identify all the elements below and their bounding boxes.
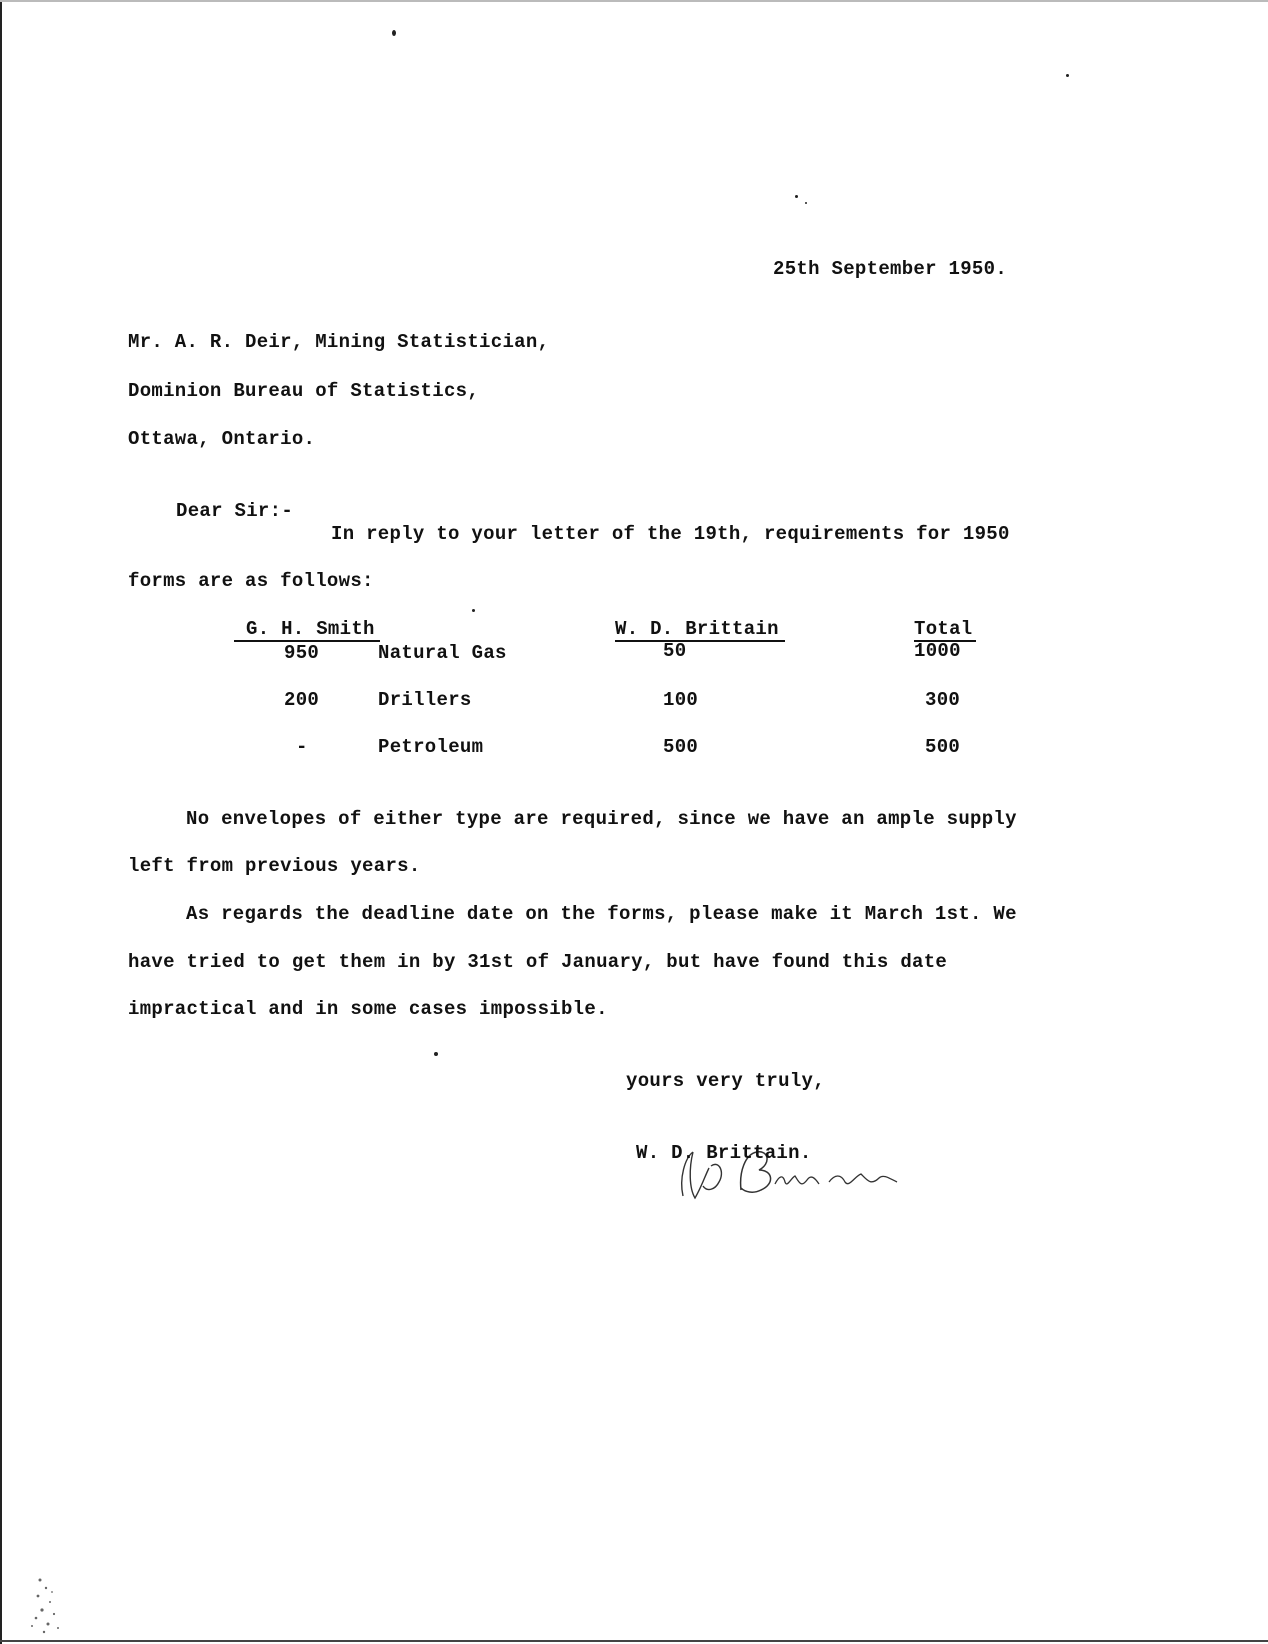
speck	[472, 609, 475, 612]
letter-date: 25th September 1950.	[773, 258, 1008, 280]
table-cell-smith: 950	[284, 642, 320, 664]
table-cell-total: 1000	[914, 640, 961, 662]
signatory: W. D. Brittain.	[636, 1142, 812, 1164]
scan-smudge	[20, 1540, 80, 1640]
table-cell-total: 500	[925, 736, 961, 758]
table-cell-form: Natural Gas	[378, 642, 507, 664]
header-underline-brittain	[615, 640, 785, 642]
page-left-edge	[0, 0, 2, 1644]
table-cell-brittain: 500	[663, 736, 699, 758]
intro-line-1: In reply to your letter of the 19th, requirements for 1950	[331, 523, 1010, 545]
para1-line-2: left from previous years.	[128, 855, 421, 877]
speck	[392, 30, 396, 36]
recipient-line-3: Ottawa, Ontario.	[128, 428, 316, 450]
recipient-line-2: Dominion Bureau of Statistics,	[128, 380, 480, 402]
table-header-total: Total	[914, 618, 973, 640]
speck	[434, 1052, 438, 1056]
para2-line-2: have tried to get them in by 31st of January, but have found this date	[128, 951, 948, 973]
page-top-edge	[0, 0, 1268, 2]
para1-line-1: No envelopes of either type are required, since we have an ample supply	[186, 808, 1017, 830]
table-cell-smith: -	[296, 736, 308, 758]
speck	[805, 202, 807, 204]
page-bottom-edge	[0, 1640, 1268, 1642]
table-cell-brittain: 50	[663, 640, 687, 662]
speck	[1066, 74, 1069, 77]
para2-line-3: impractical and in some cases impossible.	[128, 998, 608, 1020]
table-cell-form: Drillers	[378, 689, 472, 711]
table-cell-total: 300	[925, 689, 961, 711]
table-cell-smith: 200	[284, 689, 320, 711]
para2-line-1: As regards the deadline date on the forms, please make it March 1st. We	[186, 903, 1017, 925]
table-header-brittain: W. D. Brittain	[615, 618, 779, 640]
table-cell-form: Petroleum	[378, 736, 484, 758]
intro-line-2: forms are as follows:	[128, 570, 374, 592]
table-header-smith: G. H. Smith	[246, 618, 375, 640]
table-cell-brittain: 100	[663, 689, 699, 711]
recipient-line-1: Mr. A. R. Deir, Mining Statistician,	[128, 331, 550, 353]
closing: yours very truly,	[626, 1070, 825, 1092]
speck	[795, 195, 798, 198]
salutation: Dear Sir:-	[176, 500, 294, 522]
